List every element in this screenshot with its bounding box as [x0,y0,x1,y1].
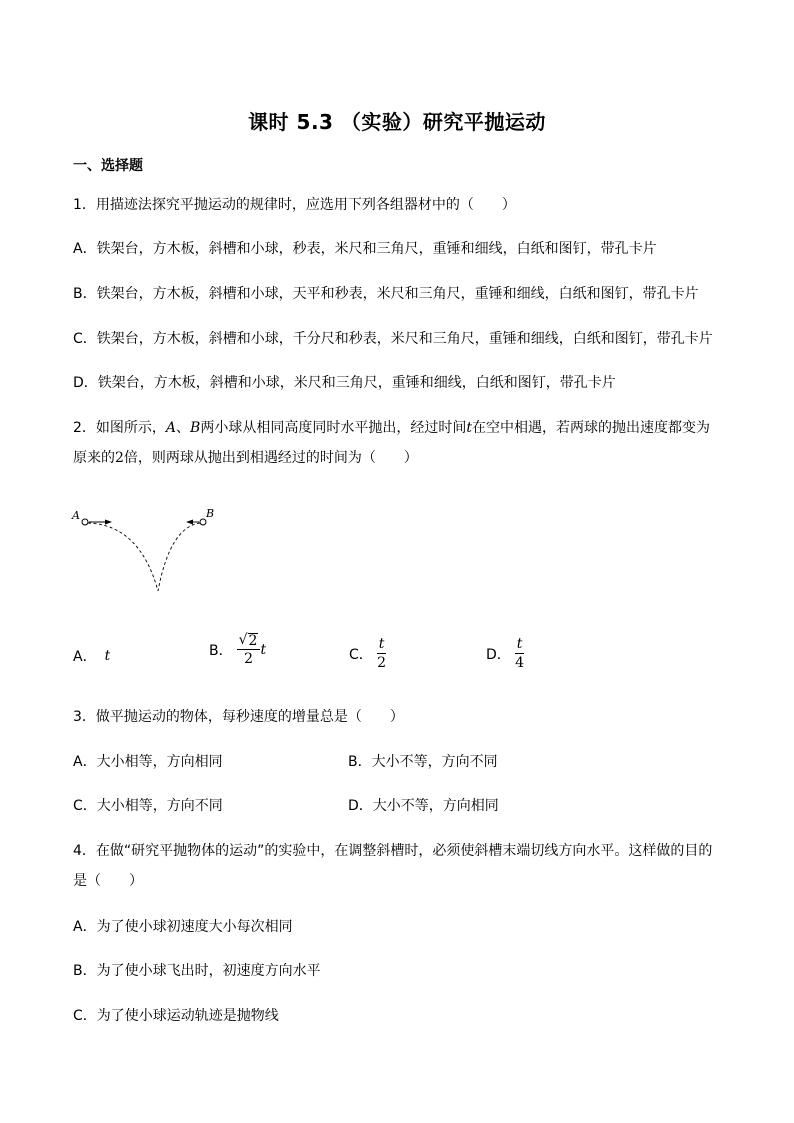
ball-b-icon [200,519,206,525]
question-3-option-b: B．大小不等，方向不同 [348,754,498,770]
trajectory-figure [70,505,230,604]
question-2-option-c: C． $\frac{t}{2}$ [349,636,387,671]
arrow-head-a-icon [105,520,112,525]
trajectory-b [158,523,200,591]
question-4-stem: 4．在做“研究平抛物体的运动”的实验中，在调整斜槽时，必须使斜槽末端切线方向水平。这样做的目的是（ ） [73,843,713,889]
ball-a-icon [82,519,88,525]
section-heading: 一、选择题 [73,158,143,174]
question-1-option-b: B．铁架台，方木板，斜槽和小球，天平和秒表，米尺和三角尺，重锤和细线，白纸和图钉，带孔卡片 [73,286,699,302]
ball-b-label: B [206,507,215,520]
question-3-stem: 3．做平抛运动的物体，每秒速度的增量总是（ ） [73,709,404,725]
question-4-option-b: B．为了使小球飞出时，初速度方向水平 [73,963,321,979]
question-3-option-a: A．大小相等，方向相同 [73,754,223,770]
fraction-t-over-4: $\frac{t}{4}$ [515,636,525,671]
page-title: 课时 5.3 （实验）研究平抛运动 [248,110,546,134]
trajectory-diagram [70,505,230,600]
trajectory-a [88,523,158,591]
question-3-option-c: C．大小相等，方向不同 [73,798,223,814]
question-4-option-c: C．为了使小球运动轨迹是抛物线 [73,1008,279,1024]
arrow-head-b-icon [186,520,193,525]
question-1-option-d: D．铁架台，方木板，斜槽和小球，米尺和三角尺，重锤和细线，白纸和图钉，带孔卡片 [73,375,616,391]
question-2-stem: 2．如图所示，A、B两小球从相同高度同时水平抛出，经过时间t在空中相遇，若两球的抛出速度都变为原来的2倍，则两球从抛出到相遇经过的时间为（ ） [73,420,710,466]
question-1-stem: 1．用描迹法探究平抛运动的规律时，应选用下列各组器材中的（ ） [73,197,516,213]
ball-a-label: A [72,509,80,522]
question-3-option-d: D．大小不等，方向相同 [348,798,499,814]
question-1-option-a: A．铁架台，方木板，斜槽和小球，秒表，米尺和三角尺，重锤和细线，白纸和图钉，带孔卡片 [73,241,657,257]
question-1-option-c: C．铁架台，方木板，斜槽和小球，千分尺和秒表，米尺和三角尺，重锤和细线，白纸和图钉，带孔卡片 [73,331,713,347]
fraction-root2-over-2: √ 2 2 [237,632,261,667]
question-4-option-a: A．为了使小球初速度大小每次相同 [73,919,293,935]
question-2-option-b: B． √ 2 2 t [209,632,267,667]
fraction-t-over-2: $\frac{t}{2}$ [377,636,387,671]
question-2-option-a: A． t [73,648,111,665]
question-2-option-d: D． $\frac{t}{4}$ [486,636,525,671]
